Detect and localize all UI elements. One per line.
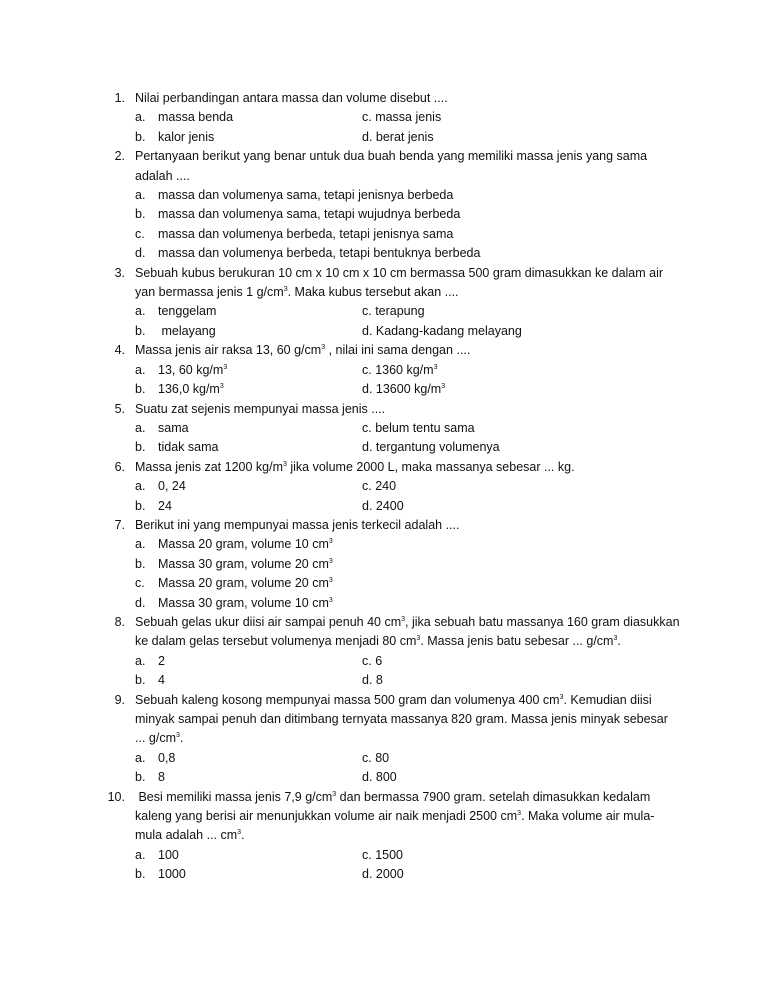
options-row [135,497,768,516]
question-number: 10. [107,789,125,804]
superscript: 3 [328,596,333,604]
option-row [135,535,768,554]
question-text [135,826,708,845]
option-letter: b. [135,129,146,144]
question-number: 5. [114,401,125,416]
question-text: minyak sampai penuh dan ditimbang ternyata massanya 820 gram. Massa jenis minyak sebesar [135,712,668,726]
option-row [135,555,768,574]
option-letter: a. [135,304,146,319]
superscript: 3 [401,615,406,623]
options-row [135,477,768,496]
option-a: 100 [158,847,179,862]
text-part: c. 1360 kg/m [362,362,434,377]
option-letter: b. [135,498,146,513]
text-part: 13, 60 kg/m [158,362,224,377]
question-text [135,788,708,807]
superscript: 3 [283,285,288,293]
option-d [362,380,582,399]
option-c [158,574,658,593]
option-letter: a. [135,362,146,377]
option-letter: c. [135,576,145,591]
question-text: Berikut ini yang mempunyai massa jenis terkecil adalah .... [135,517,460,532]
superscript: 3 [559,693,564,701]
superscript: 3 [613,635,618,643]
option-c: c. massa jenis [362,110,442,125]
option-d: d. 8 [362,673,383,688]
question-number: 9. [114,692,125,707]
superscript: 3 [328,557,333,565]
question-5 [0,400,768,458]
question-number: 6. [114,459,125,474]
option-d: d. Kadang-kadang melayang [362,323,522,338]
option-a: tenggelam [158,304,217,319]
option-letter: a. [135,420,146,435]
question-number: 4. [114,343,125,358]
option-d: d. tergantung volumenya [362,440,500,455]
question-text [135,341,708,360]
option-d: d. berat jenis [362,129,434,144]
text-part: , nilai ini sama dengan .... [325,343,471,358]
option-letter: b. [135,770,146,785]
option-c: c. terapung [362,304,425,319]
question-number: 3. [114,265,125,280]
option-b: 1000 [158,867,186,882]
question-7 [0,516,768,613]
text-part: Massa 30 gram, volume 10 cm [158,595,329,610]
question-text [135,283,708,302]
question-text: Sebuah kubus berukuran 10 cm x 10 cm x 10 cm bermassa 500 gram dimasukkan ke dalam air [135,265,664,280]
options-row [135,322,768,341]
text-part: , jika sebuah batu massanya 160 gram diasukkan [405,614,680,629]
question-text: Suatu zat sejenis mempunyai massa jenis .... [135,401,386,416]
option-letter: d. [135,246,146,261]
option-d: d. 2000 [362,867,404,882]
question-text [135,613,708,632]
question-number: 8. [114,614,125,629]
option-letter: a. [135,537,146,552]
option-c: c. 240 [362,479,397,494]
superscript: 3 [219,382,224,390]
superscript: 3 [416,635,421,643]
options-row [135,671,768,690]
options-row [135,302,768,321]
text-part: Massa jenis zat 1200 kg/m [135,459,283,474]
text-part: . Maka kubus tersebut akan .... [287,285,459,300]
text-part: ... g/cm [135,731,176,746]
text-part: dan bermassa 7900 gram. setelah dimasukkan kedalam [336,789,651,804]
option-row [135,574,768,593]
text-part: . Massa jenis batu sebesar ... g/cm [420,634,614,649]
question-2 [0,147,768,263]
superscript: 3 [283,460,287,468]
question-text [135,691,708,710]
option-a: sama [158,420,189,435]
option-row [135,244,768,263]
text-part: Sebuah gelas ukur diisi air sampai penuh 40 cm [135,614,402,629]
option-c: c. 6 [362,653,383,668]
question-text [135,729,708,748]
options-row [135,768,768,787]
question-number: 7. [114,517,125,532]
option-row [135,186,768,205]
text-part: . [241,828,245,843]
question-text [135,632,708,651]
option-b [158,555,658,574]
option-d: massa dan volumenya berbeda, tetapi bentuknya berbeda [158,246,481,261]
option-d: d. 800 [362,770,397,785]
option-letter: b. [135,207,146,222]
question-text: Nilai perbandingan antara massa dan volume disebut .... [135,91,448,105]
option-letter: a. [135,653,146,668]
option-letter: d. [135,595,146,610]
option-row [135,205,768,224]
option-b: massa dan volumenya sama, tetapi wujudnya berbeda [158,207,461,222]
option-b: kalor jenis [158,129,215,144]
superscript: 3 [237,829,242,837]
option-c: c. belum tentu sama [362,420,475,435]
option-a: massa benda [158,110,234,125]
question-list [0,89,768,885]
options-row [135,846,768,865]
option-letter: b. [135,440,146,455]
option-b: melayang [158,323,216,338]
text-part: Besi memiliki massa jenis 7,9 g/cm [135,789,333,804]
option-row [135,594,768,613]
question-1 [0,89,768,147]
text-part: kaleng yang berisi air menunjukkan volume air naik menjadi 2500 cm [135,809,518,824]
superscript: 3 [328,538,333,546]
text-part: . Kemudian diisi [563,692,652,707]
option-c: c. 80 [362,750,390,765]
text-part: ke dalam gelas tersebut volumenya menjadi 80 cm [135,634,417,649]
text-part: Massa jenis air raksa 13, 60 g/cm [135,343,322,358]
option-letter: a. [135,110,146,125]
options-row [135,380,768,399]
text-part: . Maka volume air mula- [521,809,655,824]
option-letter: b. [135,867,146,882]
question-text [135,458,708,477]
superscript: 3 [223,363,228,371]
options-row [135,438,768,457]
option-a: massa dan volumenya sama, tetapi jenisnya berbeda [158,188,454,203]
superscript: 3 [175,732,180,740]
option-a: 2 [158,653,165,668]
option-letter: a. [135,479,146,494]
superscript: 3 [321,344,326,352]
options-row [135,361,768,380]
options-row [135,865,768,884]
question-4 [0,341,768,399]
question-8 [0,613,768,691]
text-part: jika volume 2000 L, maka massanya sebesar ... kg. [286,459,575,474]
option-letter: c. [135,226,145,241]
superscript: 3 [328,577,333,584]
options-row [135,128,768,147]
option-letter: b. [135,556,146,571]
option-d [158,594,658,613]
question-text: Pertanyaan berikut yang benar untuk dua buah benda yang memiliki massa jenis yang sama [135,149,648,164]
question-3 [0,264,768,342]
text-part: Massa 20 gram, volume 20 cm [158,576,329,591]
option-letter: b. [135,323,146,338]
option-c [362,361,582,380]
question-number: 2. [114,149,125,164]
option-a [158,361,362,380]
text-part: Massa 20 gram, volume 10 cm [158,537,329,552]
option-b: tidak sama [158,440,219,455]
option-row [135,225,768,244]
text-part: d. 13600 kg/m [362,382,442,397]
question-6 [0,458,768,516]
option-a [158,535,658,554]
option-a: 0,8 [158,750,176,765]
superscript: 3 [332,790,337,798]
option-b: 4 [158,673,165,688]
options-row [135,652,768,671]
superscript: 3 [433,363,438,371]
question-9 [0,691,768,788]
question-number: 1. [114,91,125,105]
text-part: Massa 30 gram, volume 20 cm [158,556,329,571]
option-letter: a. [135,750,146,765]
text-part: Sebuah kaleng kosong mempunyai massa 500 gram dan volumenya 400 cm [135,692,560,707]
text-part: . [617,634,621,649]
option-b: 24 [158,498,172,513]
option-letter: b. [135,382,146,397]
text-part: yan bermassa jenis 1 g/cm [135,285,284,300]
option-b [158,380,362,399]
option-letter: a. [135,847,146,862]
question-text [135,807,708,826]
question-text: adalah .... [135,168,190,183]
option-c: c. 1500 [362,847,404,862]
options-row [135,749,768,768]
text-part: mula adalah ... cm [135,828,238,843]
text-part: 136,0 kg/m [158,382,220,397]
options-row [135,419,768,438]
question-10 [0,788,768,885]
text-part: . [179,731,184,746]
superscript: 3 [517,809,522,817]
option-b: 8 [158,770,165,785]
option-d: d. 2400 [362,498,404,513]
option-letter: b. [135,673,146,688]
option-c: massa dan volumenya berbeda, tetapi jenisnya sama [158,226,454,241]
options-row [135,108,768,127]
superscript: 3 [441,382,446,390]
option-letter: a. [135,188,146,203]
option-a: 0, 24 [158,479,186,494]
